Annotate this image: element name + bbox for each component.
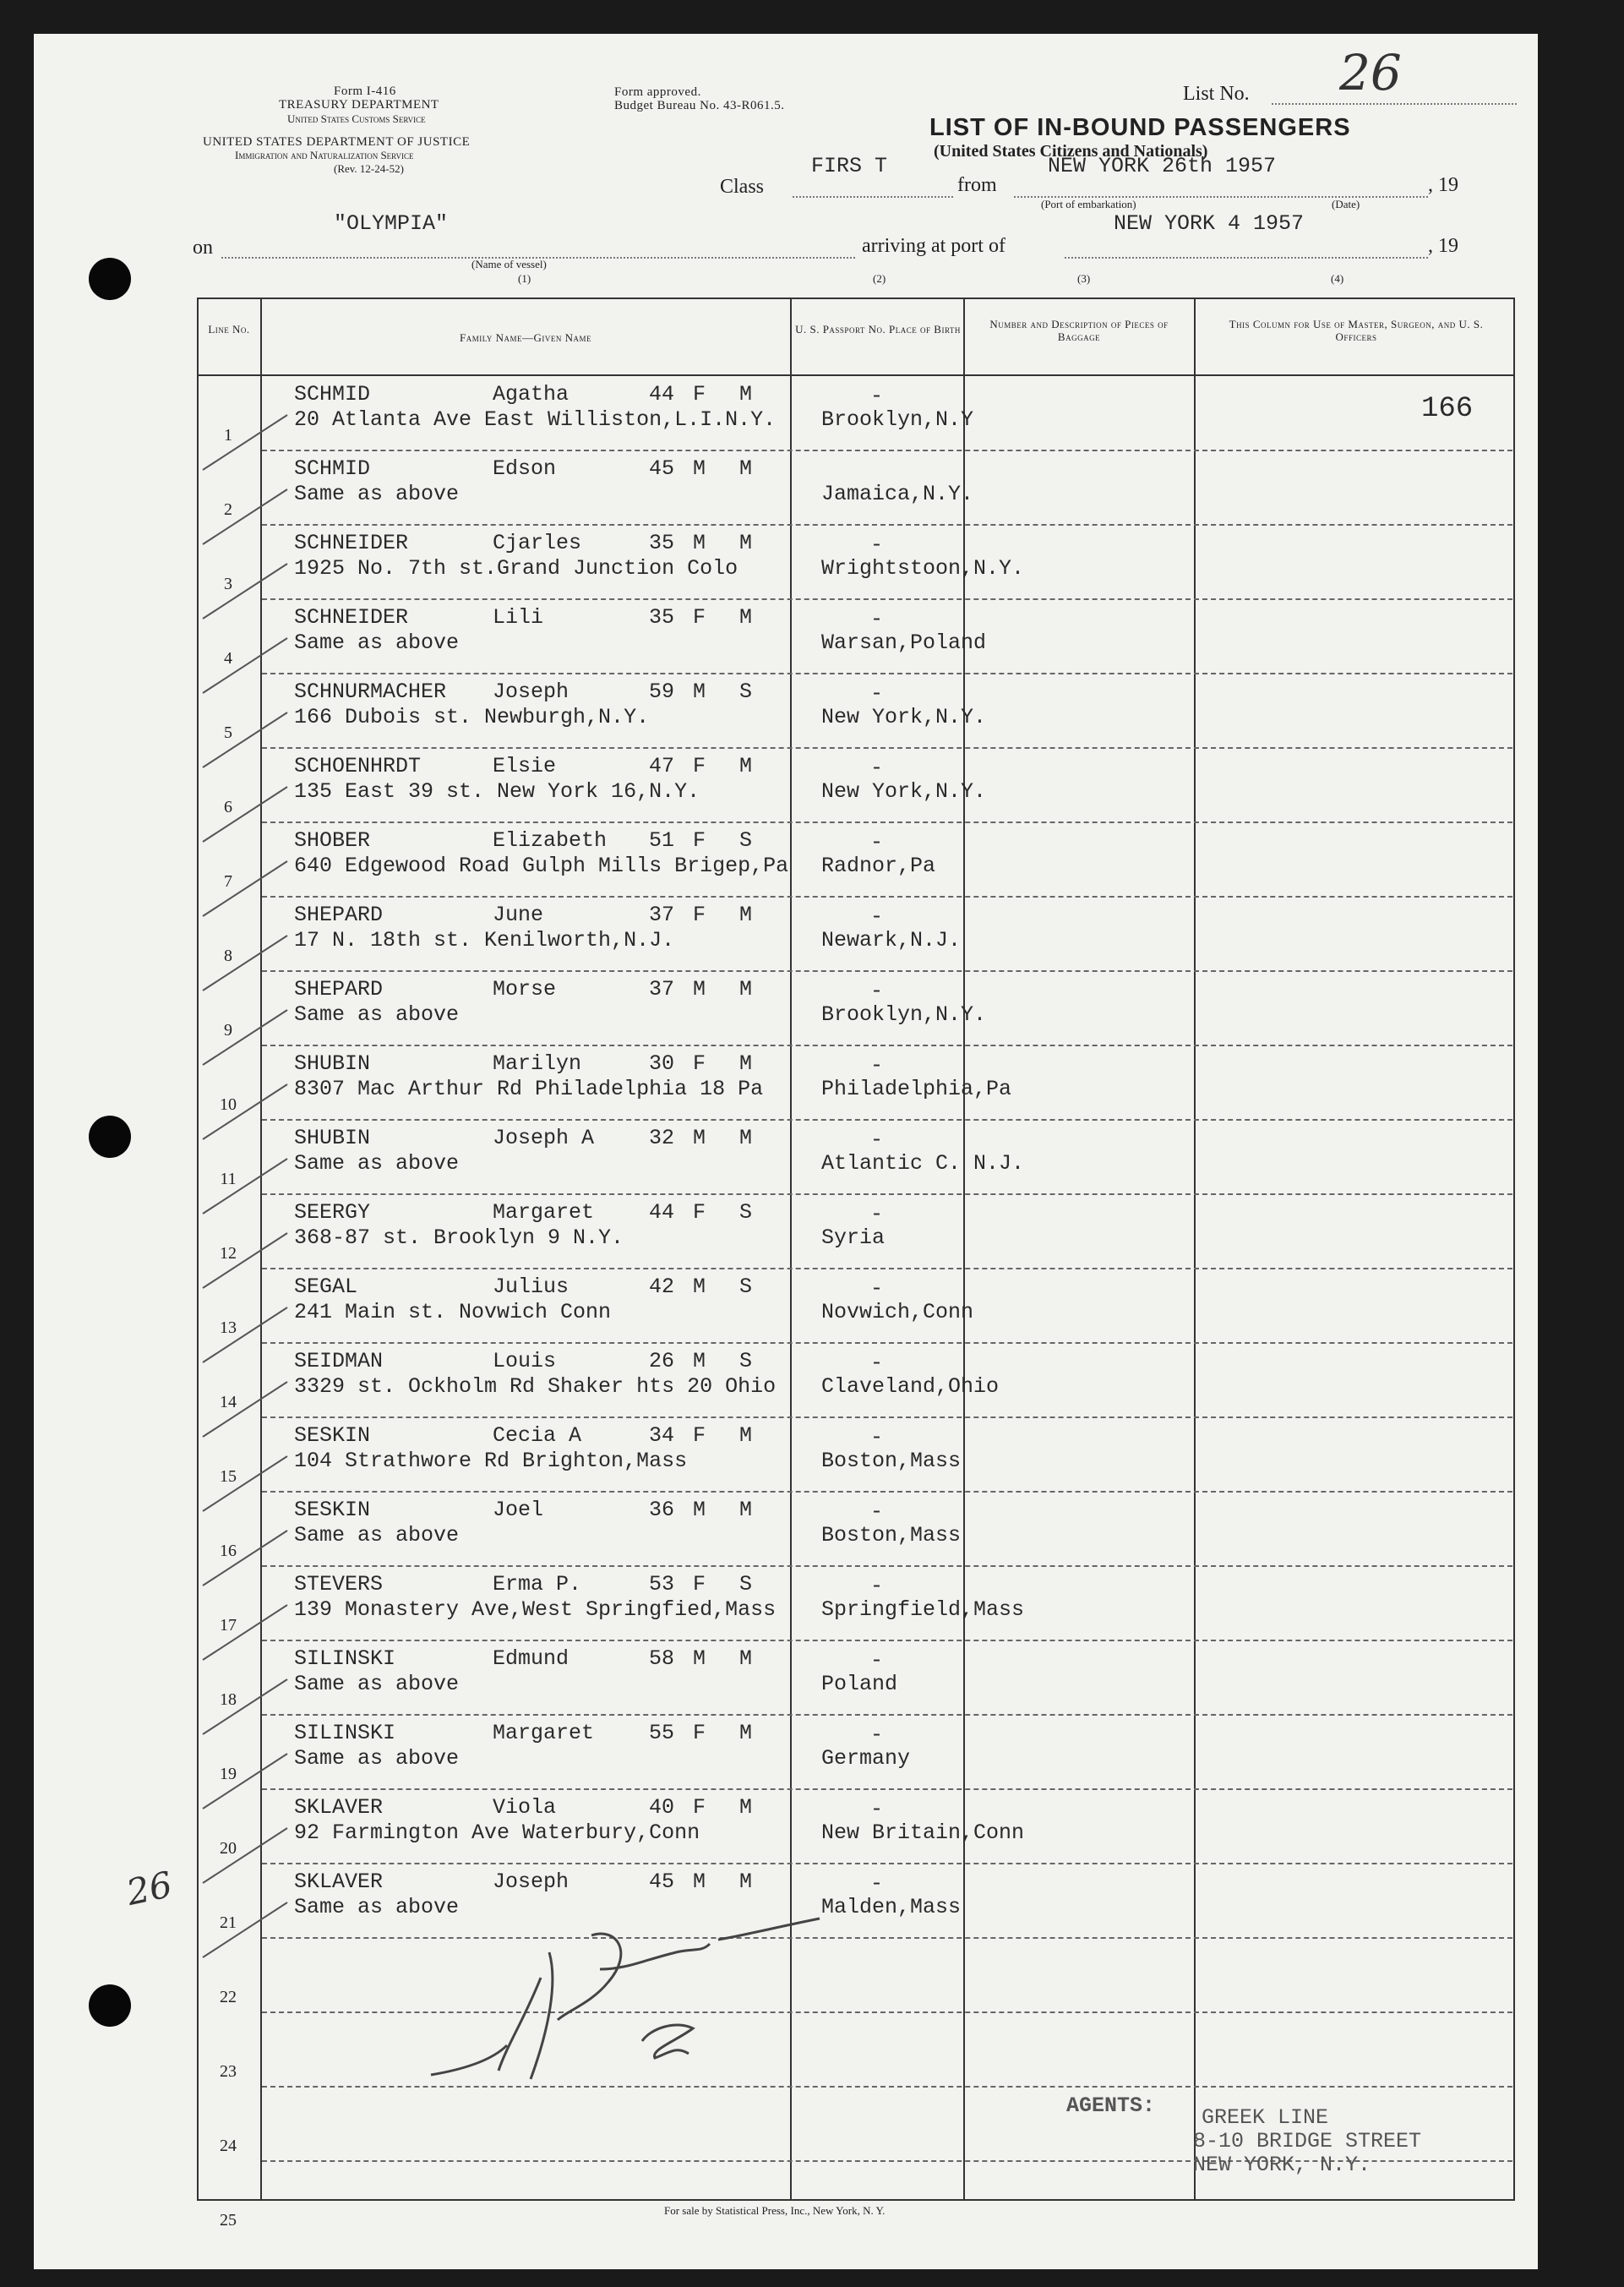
line-number: 21 xyxy=(220,1913,237,1932)
passenger-birthplace: Springfield,Mass xyxy=(821,1597,1025,1622)
passenger-family-name: SESKIN xyxy=(294,1423,371,1448)
header-baggage: Number and Description of Pieces of Baggage xyxy=(989,318,1169,343)
passenger-address: 17 N. 18th st. Kenilworth,N.J. xyxy=(294,928,675,952)
passenger-sex: F xyxy=(693,1200,706,1225)
passenger-marital-status: M xyxy=(739,1423,753,1448)
row-divider xyxy=(262,1119,1512,1121)
passenger-given-name: Viola xyxy=(493,1795,557,1820)
line-number: 6 xyxy=(224,798,232,816)
passenger-marital-status: M xyxy=(739,1795,753,1820)
header-line-no: Line No. xyxy=(208,323,250,336)
passenger-age: 59 xyxy=(649,680,675,704)
passenger-sex: F xyxy=(693,903,706,927)
line-number: 14 xyxy=(220,1393,237,1411)
passenger-sex: M xyxy=(693,1349,706,1373)
line-number: 2 xyxy=(224,500,232,519)
vessel-caption: (Name of vessel) xyxy=(471,258,547,270)
passenger-given-name: Lili xyxy=(493,605,544,630)
passenger-age: 36 xyxy=(649,1498,675,1522)
passenger-marital-status: M xyxy=(739,1498,753,1522)
passenger-given-name: Edmund xyxy=(493,1646,569,1671)
check-mark xyxy=(203,1531,287,1586)
check-mark xyxy=(203,638,287,693)
passenger-family-name: SHEPARD xyxy=(294,903,384,927)
passenger-family-name: SCHNURMACHER xyxy=(294,680,447,704)
passenger-given-name: Edson xyxy=(493,456,557,481)
passenger-birthplace: Poland xyxy=(821,1672,898,1696)
signature-scribble xyxy=(422,1902,913,2096)
passenger-address: Same as above xyxy=(294,482,460,506)
passenger-sex: M xyxy=(693,1274,706,1299)
passenger-given-name: Louis xyxy=(493,1349,557,1373)
passenger-marital-status: M xyxy=(739,1721,753,1745)
line-number: 1 xyxy=(224,426,232,445)
passenger-age: 45 xyxy=(649,456,675,481)
passenger-passport-no: - xyxy=(870,1722,884,1747)
passenger-age: 53 xyxy=(649,1572,675,1597)
passenger-birthplace: New York,N.Y. xyxy=(821,779,987,804)
row-divider xyxy=(262,1863,1512,1864)
passenger-marital-status: S xyxy=(739,1349,753,1373)
passenger-passport-no: - xyxy=(870,1871,884,1896)
passenger-sex: F xyxy=(693,1051,706,1076)
row-divider xyxy=(262,1268,1512,1269)
passenger-marital-status: S xyxy=(739,1200,753,1225)
printer-footer: For sale by Statistical Press, Inc., New York, N. Y. xyxy=(664,2204,886,2217)
line-number: 23 xyxy=(220,2062,237,2081)
passenger-age: 32 xyxy=(649,1126,675,1150)
check-mark xyxy=(203,1828,287,1883)
passenger-birthplace: Boston,Mass xyxy=(821,1449,962,1473)
passenger-given-name: Margaret xyxy=(493,1200,595,1225)
col-divider-passport xyxy=(963,297,965,2199)
check-mark xyxy=(203,861,287,916)
passenger-address: Same as above xyxy=(294,1895,460,1919)
line-number: 17 xyxy=(220,1616,237,1635)
passenger-marital-status: M xyxy=(739,531,753,555)
passenger-passport-no: - xyxy=(870,681,884,706)
passenger-age: 58 xyxy=(649,1646,675,1671)
passenger-age: 51 xyxy=(649,828,675,853)
passenger-sex: M xyxy=(693,680,706,704)
passenger-age: 47 xyxy=(649,754,675,778)
col-caption-3: (3) xyxy=(1077,272,1091,285)
line-number: 7 xyxy=(224,872,232,891)
passenger-passport-no: - xyxy=(870,1574,884,1598)
passenger-address: 92 Farmington Ave Waterbury,Conn xyxy=(294,1820,700,1845)
passenger-passport-no: - xyxy=(870,756,884,780)
passenger-given-name: June xyxy=(493,903,544,927)
passenger-birthplace: Novwich,Conn xyxy=(821,1300,974,1324)
passenger-marital-status: S xyxy=(739,828,753,853)
table-top-border xyxy=(197,297,1515,299)
check-marks xyxy=(194,377,346,1983)
table-right-border xyxy=(1513,297,1515,2199)
passenger-given-name: Agatha xyxy=(493,382,569,407)
treasury-department: TREASURY DEPARTMENT xyxy=(279,98,439,112)
arriving-label: arriving at port of xyxy=(862,235,1005,257)
officer-note: 166 xyxy=(1421,393,1474,425)
passenger-family-name: SHEPARD xyxy=(294,977,384,1002)
date-caption: (Date) xyxy=(1332,198,1360,210)
col-divider-baggage xyxy=(1194,297,1196,2199)
passenger-family-name: SESKIN xyxy=(294,1498,371,1522)
line-number: 22 xyxy=(220,1988,237,2006)
from-label: from xyxy=(957,174,997,196)
passenger-given-name: Julius xyxy=(493,1274,569,1299)
row-divider xyxy=(262,1342,1512,1344)
check-mark xyxy=(203,489,287,544)
check-mark xyxy=(203,1456,287,1511)
margin-note: 26 xyxy=(123,1863,176,1914)
passenger-given-name: Joseph xyxy=(493,680,569,704)
passenger-given-name: Margaret xyxy=(493,1721,595,1745)
passenger-passport-no: - xyxy=(870,532,884,557)
row-divider xyxy=(262,1045,1512,1046)
passenger-passport-no: - xyxy=(870,979,884,1003)
check-mark xyxy=(203,787,287,842)
passenger-passport-no: - xyxy=(870,1127,884,1152)
passenger-marital-status: M xyxy=(739,1051,753,1076)
passenger-birthplace: Philadelphia,Pa xyxy=(821,1077,1012,1101)
passenger-birthplace: Brooklyn,N.Y xyxy=(821,407,974,432)
row-divider xyxy=(262,450,1512,451)
passenger-age: 35 xyxy=(649,605,675,630)
passenger-address: 135 East 39 st. New York 16,N.Y. xyxy=(294,779,700,804)
passenger-marital-status: S xyxy=(739,1572,753,1597)
passenger-family-name: SEERGY xyxy=(294,1200,371,1225)
line-number: 19 xyxy=(220,1765,237,1783)
passenger-given-name: Marilyn xyxy=(493,1051,582,1076)
row-divider xyxy=(262,747,1512,749)
document-title: LIST OF IN-BOUND PASSENGERS xyxy=(929,114,1351,141)
passenger-marital-status: M xyxy=(739,605,753,630)
passenger-passport-no: - xyxy=(870,1648,884,1673)
passenger-birthplace: New York,N.Y. xyxy=(821,705,987,729)
passenger-family-name: SCHOENHRDT xyxy=(294,754,422,778)
passenger-address: 139 Monastery Ave,West Springfied,Mass xyxy=(294,1597,777,1622)
revision-date: (Rev. 12-24-52) xyxy=(334,162,404,175)
passenger-marital-status: M xyxy=(739,382,753,407)
passenger-marital-status: M xyxy=(739,456,753,481)
passenger-family-name: SCHMID xyxy=(294,456,371,481)
year-suffix-2: , 19 xyxy=(1428,235,1458,257)
check-mark xyxy=(203,712,287,767)
line-number: 20 xyxy=(220,1839,237,1858)
customs-service: United States Customs Service xyxy=(287,112,426,125)
row-divider xyxy=(262,598,1512,600)
passenger-age: 55 xyxy=(649,1721,675,1745)
passenger-sex: F xyxy=(693,1572,706,1597)
passenger-family-name: SCHMID xyxy=(294,382,371,407)
passenger-age: 35 xyxy=(649,531,675,555)
passenger-marital-status: M xyxy=(739,977,753,1002)
row-divider xyxy=(262,1788,1512,1790)
agents-line-3: NEW YORK, N.Y. xyxy=(1193,2153,1371,2177)
passenger-family-name: SEIDMAN xyxy=(294,1349,384,1373)
check-mark xyxy=(203,1159,287,1214)
document-subtitle: (United States Citizens and Nationals) xyxy=(934,142,1208,161)
row-divider xyxy=(262,1491,1512,1493)
passenger-age: 40 xyxy=(649,1795,675,1820)
line-number: 25 xyxy=(220,2211,237,2230)
passenger-address: 104 Strathwore Rd Brighton,Mass xyxy=(294,1449,688,1473)
passenger-address: 640 Edgewood Road Gulph Mills Brigep,Pa xyxy=(294,854,789,878)
passenger-age: 37 xyxy=(649,903,675,927)
passenger-birthplace: Jamaica,N.Y. xyxy=(821,482,974,506)
port-embarkation-caption: (Port of embarkation) xyxy=(1041,198,1136,210)
passenger-passport-no: - xyxy=(870,1499,884,1524)
passenger-sex: F xyxy=(693,605,706,630)
passenger-address: Same as above xyxy=(294,1672,460,1696)
passenger-age: 44 xyxy=(649,1200,675,1225)
row-divider xyxy=(262,896,1512,898)
agents-label: AGENTS: xyxy=(1066,2093,1156,2118)
passenger-age: 26 xyxy=(649,1349,675,1373)
passenger-sex: F xyxy=(693,1721,706,1745)
passenger-marital-status: S xyxy=(739,1274,753,1299)
line-number: 24 xyxy=(220,2137,237,2155)
line-number: 4 xyxy=(224,649,232,668)
table-header-border xyxy=(197,374,1515,376)
passenger-birthplace: New Britain,Conn xyxy=(821,1820,1025,1845)
passenger-birthplace: Boston,Mass xyxy=(821,1523,962,1547)
line-number: 9 xyxy=(224,1021,232,1040)
table-bottom-border xyxy=(197,2199,1515,2201)
list-no-line xyxy=(1272,103,1517,105)
passenger-birthplace: Newark,N.J. xyxy=(821,928,962,952)
passenger-given-name: Joseph xyxy=(493,1869,569,1894)
passenger-address: 20 Atlanta Ave East Williston,L.I.N.Y. xyxy=(294,407,777,432)
check-mark xyxy=(203,564,287,619)
check-mark xyxy=(203,1754,287,1809)
passenger-marital-status: S xyxy=(739,680,753,704)
passenger-given-name: Joel xyxy=(493,1498,544,1522)
passenger-birthplace: Malden,Mass xyxy=(821,1895,962,1919)
arriving-value: NEW YORK 4 1957 xyxy=(1114,211,1305,236)
check-mark xyxy=(203,1010,287,1065)
passenger-sex: M xyxy=(693,1869,706,1894)
line-number: 5 xyxy=(224,723,232,742)
col-caption-1: (1) xyxy=(518,272,531,285)
passenger-passport-no: - xyxy=(870,384,884,408)
passenger-passport-no: - xyxy=(870,1053,884,1078)
check-mark xyxy=(203,1382,287,1437)
passenger-sex: F xyxy=(693,382,706,407)
check-mark xyxy=(203,1605,287,1660)
list-no-label: List No. xyxy=(1183,83,1250,105)
line-number: 3 xyxy=(224,575,232,593)
passenger-family-name: SHUBIN xyxy=(294,1051,371,1076)
row-divider xyxy=(262,1193,1512,1195)
row-divider xyxy=(262,673,1512,674)
class-value: FIRS T xyxy=(811,154,888,178)
agents-line-1: GREEK LINE xyxy=(1202,2105,1329,2130)
check-mark xyxy=(203,1902,287,1957)
row-divider xyxy=(262,970,1512,972)
punch-hole xyxy=(89,258,131,300)
passenger-given-name: Cecia A xyxy=(493,1423,582,1448)
row-divider xyxy=(262,821,1512,823)
passenger-family-name: SILINSKI xyxy=(294,1646,396,1671)
passenger-marital-status: M xyxy=(739,1646,753,1671)
passenger-sex: F xyxy=(693,1795,706,1820)
row-divider xyxy=(262,1416,1512,1418)
budget-bureau: Budget Bureau No. 43-R061.5. xyxy=(614,99,785,112)
passenger-family-name: STEVERS xyxy=(294,1572,384,1597)
passenger-passport-no: - xyxy=(870,1202,884,1226)
passenger-sex: M xyxy=(693,1126,706,1150)
passenger-passport-no: - xyxy=(870,1276,884,1301)
passenger-sex: M xyxy=(693,531,706,555)
passenger-family-name: SKLAVER xyxy=(294,1795,384,1820)
arriving-line xyxy=(1065,257,1428,259)
passenger-family-name: SEGAL xyxy=(294,1274,358,1299)
passenger-passport-no: - xyxy=(870,904,884,929)
passenger-marital-status: M xyxy=(739,1126,753,1150)
vessel-name: "OLYMPIA" xyxy=(334,211,449,236)
passenger-address: Same as above xyxy=(294,1002,460,1027)
line-number: 18 xyxy=(220,1690,237,1709)
line-number: 8 xyxy=(224,947,232,965)
passenger-age: 42 xyxy=(649,1274,675,1299)
check-mark xyxy=(203,415,287,470)
passenger-family-name: SCHNEIDER xyxy=(294,531,409,555)
passenger-family-name: SHUBIN xyxy=(294,1126,371,1150)
passenger-given-name: Elsie xyxy=(493,754,557,778)
form-number: Form I-416 xyxy=(334,85,396,98)
row-divider xyxy=(262,1640,1512,1641)
passenger-birthplace: Claveland,Ohio xyxy=(821,1374,1000,1399)
line-number: 16 xyxy=(220,1542,237,1560)
row-divider xyxy=(262,1565,1512,1567)
check-mark xyxy=(203,1233,287,1288)
line-number: 15 xyxy=(220,1467,237,1486)
line-number: 12 xyxy=(220,1244,237,1263)
passenger-address: Same as above xyxy=(294,1151,460,1176)
passenger-passport-no: - xyxy=(870,1425,884,1449)
passenger-age: 44 xyxy=(649,382,675,407)
passenger-family-name: SHOBER xyxy=(294,828,371,853)
passenger-family-name: SCHNEIDER xyxy=(294,605,409,630)
row-divider xyxy=(262,1714,1512,1716)
passenger-birthplace: Radnor,Pa xyxy=(821,854,936,878)
passenger-sex: F xyxy=(693,754,706,778)
passenger-given-name: Joseph A xyxy=(493,1126,595,1150)
passenger-age: 45 xyxy=(649,1869,675,1894)
passenger-given-name: Morse xyxy=(493,977,557,1002)
header-officers: This Column for Use of Master, Surgeon, and U. S. Officers xyxy=(1229,318,1484,343)
header-passport: U. S. Passport No. Place of Birth xyxy=(795,323,961,336)
passenger-sex: F xyxy=(693,828,706,853)
list-no-value: 26 xyxy=(1339,44,1402,101)
passenger-address: Same as above xyxy=(294,1746,460,1771)
passenger-sex: M xyxy=(693,977,706,1002)
passenger-birthplace: Atlantic C. N.J. xyxy=(821,1151,1025,1176)
check-mark xyxy=(203,1679,287,1734)
passenger-address: 241 Main st. Novwich Conn xyxy=(294,1300,612,1324)
justice-department: UNITED STATES DEPARTMENT OF JUSTICE xyxy=(203,135,471,149)
passenger-sex: M xyxy=(693,1646,706,1671)
line-number: 13 xyxy=(220,1318,237,1337)
passenger-given-name: Erma P. xyxy=(493,1572,582,1597)
passenger-address: 8307 Mac Arthur Rd Philadelphia 18 Pa xyxy=(294,1077,764,1101)
check-mark xyxy=(203,1307,287,1362)
passenger-passport-no: - xyxy=(870,1351,884,1375)
passenger-sex: M xyxy=(693,456,706,481)
line-number: 11 xyxy=(220,1170,237,1188)
punch-hole xyxy=(89,1984,131,2027)
punch-hole xyxy=(89,1116,131,1158)
passenger-passport-no: - xyxy=(870,1797,884,1821)
passenger-family-name: SKLAVER xyxy=(294,1869,384,1894)
on-label: on xyxy=(193,237,213,259)
passenger-marital-status: M xyxy=(739,1869,753,1894)
passenger-age: 34 xyxy=(649,1423,675,1448)
passenger-address: Same as above xyxy=(294,630,460,655)
passenger-passport-no: - xyxy=(870,607,884,631)
passenger-age: 30 xyxy=(649,1051,675,1076)
passenger-given-name: Elizabeth xyxy=(493,828,608,853)
passenger-address: Same as above xyxy=(294,1523,460,1547)
agents-line-2: 8-10 BRIDGE STREET xyxy=(1193,2129,1422,2153)
header-name: Family Name—Given Name xyxy=(460,331,591,344)
passenger-sex: M xyxy=(693,1498,706,1522)
passenger-birthplace: Syria xyxy=(821,1225,886,1250)
passenger-passport-no: - xyxy=(870,830,884,854)
passenger-birthplace: Brooklyn,N.Y. xyxy=(821,1002,987,1027)
passenger-birthplace: Germany xyxy=(821,1746,911,1771)
check-mark xyxy=(203,936,287,991)
class-line xyxy=(793,196,953,198)
passenger-address: 3329 st. Ockholm Rd Shaker hts 20 Ohio xyxy=(294,1374,777,1399)
passenger-marital-status: M xyxy=(739,903,753,927)
passenger-sex: F xyxy=(693,1423,706,1448)
col-caption-2: (2) xyxy=(873,272,886,285)
col-caption-4: (4) xyxy=(1331,272,1344,285)
from-value: NEW YORK 26th 1957 xyxy=(1048,154,1277,178)
check-mark xyxy=(203,1084,287,1139)
form-approved: Form approved. xyxy=(614,85,701,99)
class-label: Class xyxy=(720,176,765,198)
passenger-address: 368-87 st. Brooklyn 9 N.Y. xyxy=(294,1225,624,1250)
immigration-service: Immigration and Naturalization Service xyxy=(235,149,414,161)
passenger-age: 37 xyxy=(649,977,675,1002)
year-suffix-1: , 19 xyxy=(1428,174,1458,196)
row-divider xyxy=(262,524,1512,526)
passenger-marital-status: M xyxy=(739,754,753,778)
line-number: 10 xyxy=(220,1095,237,1114)
passenger-birthplace: Wrightstoon,N.Y. xyxy=(821,556,1025,581)
passenger-given-name: Cjarles xyxy=(493,531,582,555)
passenger-family-name: SILINSKI xyxy=(294,1721,396,1745)
passenger-birthplace: Warsan,Poland xyxy=(821,630,987,655)
passenger-address: 166 Dubois st. Newburgh,N.Y. xyxy=(294,705,650,729)
passenger-address: 1925 No. 7th st.Grand Junction Colo xyxy=(294,556,738,581)
